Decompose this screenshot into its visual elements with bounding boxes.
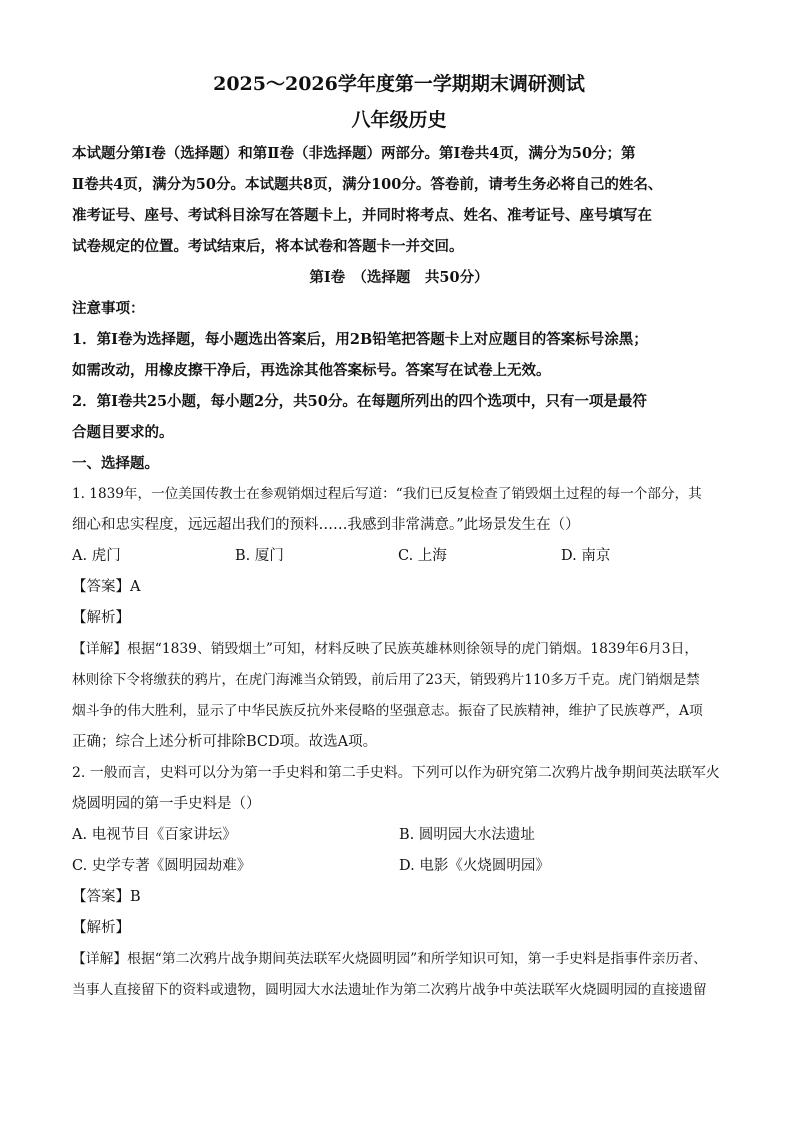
intro-line: 试卷规定的位置。考试结束后，将本试卷和答题卡一并交回。 xyxy=(72,238,464,255)
question-2 xyxy=(72,758,726,1006)
question-stem-line: 细心和忠实程度，远远超出我们的预料……我感到非常满意。”此场景发生在（） xyxy=(72,517,580,533)
question-options xyxy=(72,820,726,851)
intro-line: 准考证号、座号、考试科目涂写在答题卡上，并同时将考点、姓名、准考证号、座号填写在 xyxy=(72,207,652,224)
notes-block xyxy=(72,293,726,448)
page-subtitle: 八年级历史 xyxy=(351,109,447,131)
option-c: C. 上海 xyxy=(398,548,447,564)
detail-line: 【详解】根据“1839、销毁烟土”可知，材料反映了民族英雄林则徐领导的虎门销烟。1839年6月3日， xyxy=(72,641,699,657)
option-c: C. 史学专著《圆明园劫难》 xyxy=(72,858,252,874)
detail-line: 【详解】根据“第二次鸦片战争期间英法联军火烧圆明园”和所学知识可知，第一手史料是指事件亲历者、 xyxy=(72,951,707,967)
question-options xyxy=(72,541,726,572)
question-stem-line: 1. 1839年，一位美国传教士在参观销烟过程后写道：“我们已反复检查了销毁烟土过程的每一个部分，其 xyxy=(72,486,702,502)
notes-heading: 注意事项： xyxy=(72,300,145,317)
option-b: B. 圆明园大水法遗址 xyxy=(399,827,535,843)
analysis-label: 【解析】 xyxy=(72,920,130,936)
question-1 xyxy=(72,479,726,758)
option-d: D. 电影《火烧圆明园》 xyxy=(399,858,550,874)
notes-line: 1．第Ⅰ卷为选择题，每小题选出答案后，用2B铅笔把答题卡上对应题目的答案标号涂黑； xyxy=(72,331,648,348)
option-b: B. 厦门 xyxy=(235,548,284,564)
detail-line: 林则徐下令将缴获的鸦片，在虎门海滩当众销毁，前后用了23天，销毁鸦片110多万千克。虎门销烟是禁 xyxy=(72,672,700,688)
intro-line: 本试题分第Ⅰ卷（选择题）和第Ⅱ卷（非选择题）两部分。第Ⅰ卷共4页，满分为50分；第 xyxy=(72,145,636,162)
option-a: A. 虎门 xyxy=(72,548,121,564)
detail-line: 当事人直接留下的资料或遗物，圆明园大水法遗址作为第二次鸦片战争中英法联军火烧圆明园的直接遗留 xyxy=(72,982,707,998)
answer-line: 【答案】A xyxy=(72,579,141,595)
notes-line: 如需改动，用橡皮擦干净后，再选涂其他答案标号。答案写在试卷上无效。 xyxy=(72,362,551,379)
intro-line: Ⅱ卷共4页，满分为50分。本试题共8页，满分100分。答卷前，请考生务必将自己的姓名、 xyxy=(72,176,663,193)
part-heading: 一、选择题。 xyxy=(72,455,159,472)
exam-page xyxy=(72,66,726,1006)
option-a: A. 电视节目《百家讲坛》 xyxy=(72,827,237,843)
question-stem-line: 烧圆明园的第一手史料是（） xyxy=(72,796,261,812)
notes-line: 2．第Ⅰ卷共25小题，每小题2分，共50分。在每题所列出的四个选项中，只有一项是最符 xyxy=(72,393,647,410)
notes-line: 合题目要求的。 xyxy=(72,424,174,441)
detail-line: 正确；综合上述分析可排除BCD项。故选A项。 xyxy=(72,734,378,750)
page-title: 2025～2026学年度第一学期期末调研测试 xyxy=(213,73,585,95)
question-stem-line: 2. 一般而言，史料可以分为第一手史料和第二手史料。下列可以作为研究第二次鸦片战争期间英法联军火 xyxy=(72,765,720,781)
detail-line: 烟斗争的伟大胜利，显示了中华民族反抗外来侵略的坚强意志。振奋了民族精神，维护了民族尊严，A项 xyxy=(72,703,703,719)
analysis-label: 【解析】 xyxy=(72,610,130,626)
question-options xyxy=(72,851,726,882)
answer-line: 【答案】B xyxy=(72,889,141,905)
option-d: D. 南京 xyxy=(561,548,611,564)
intro-paragraph xyxy=(72,138,726,262)
section1-heading: 第Ⅰ卷 （选择题 共50分） xyxy=(309,269,489,286)
